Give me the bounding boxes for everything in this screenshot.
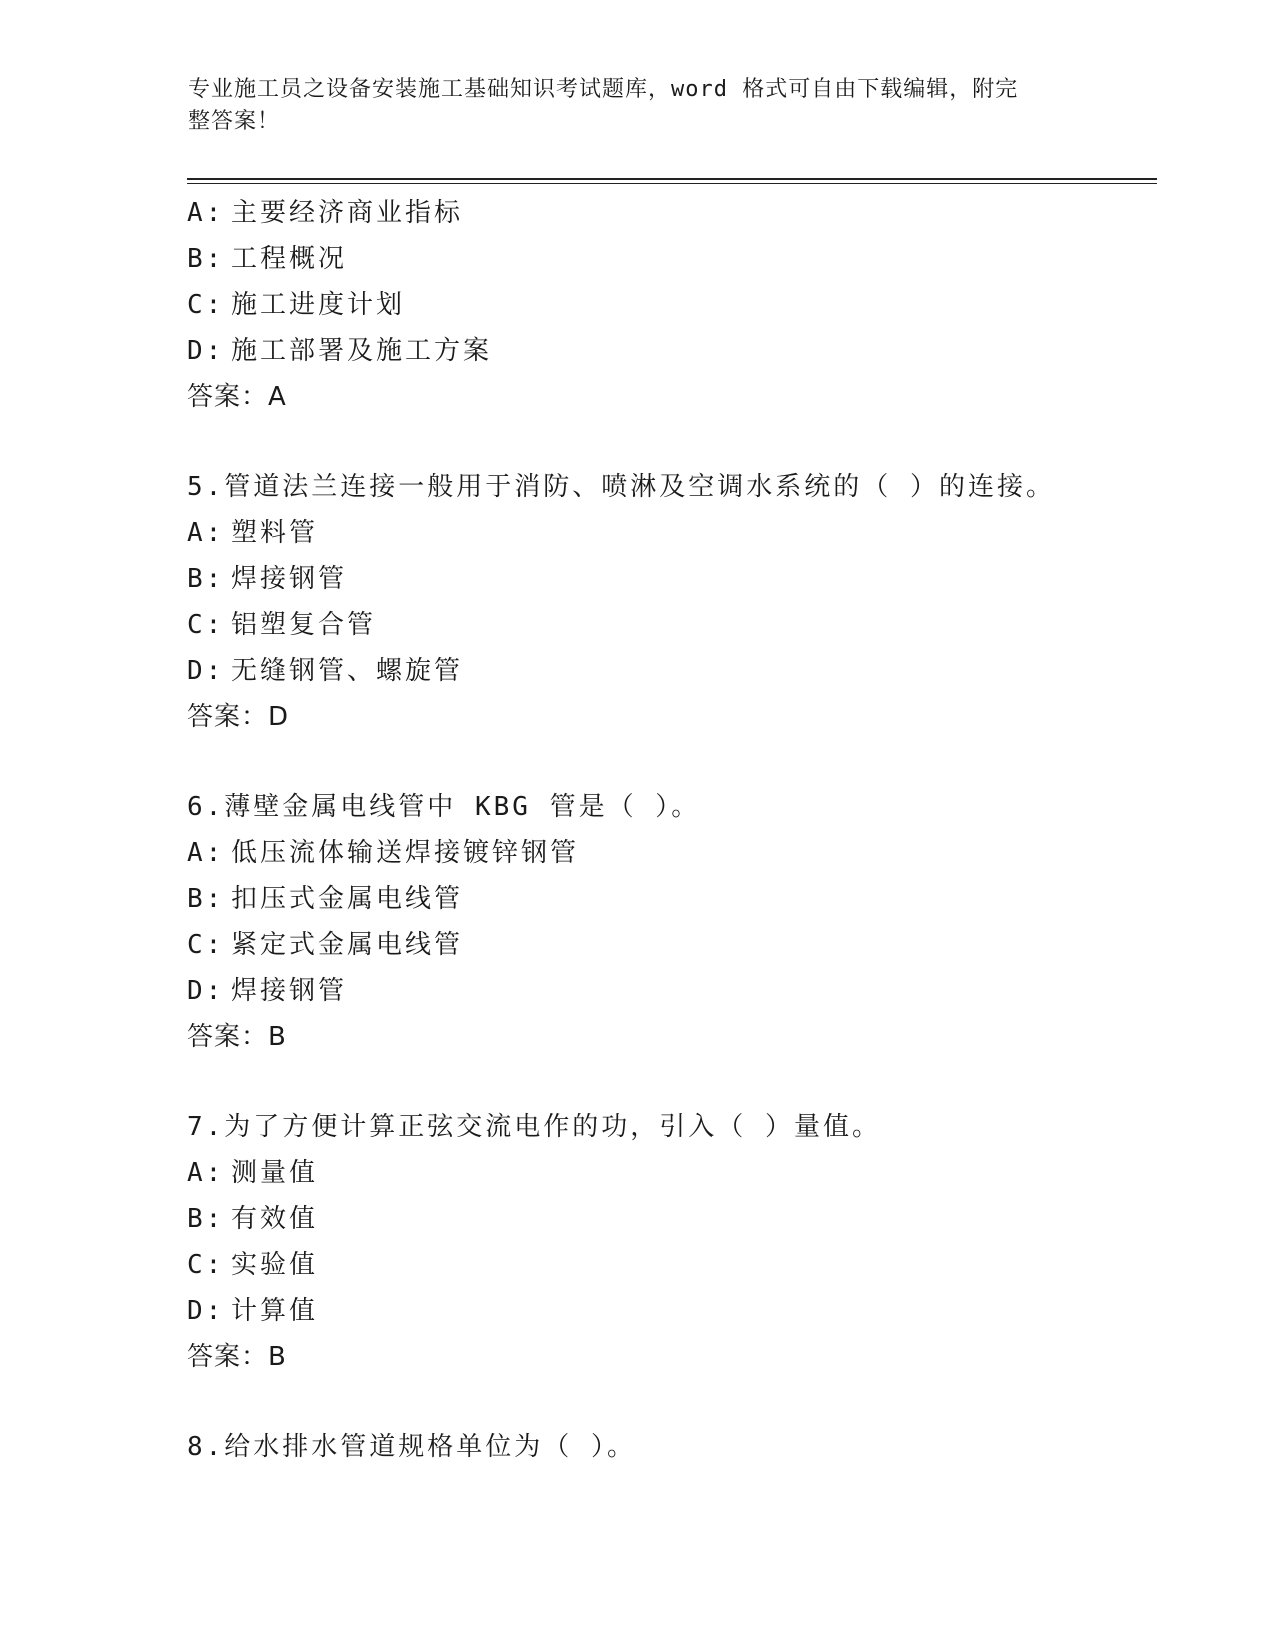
answer-line: 答案：B — [187, 1022, 287, 1052]
question-block — [187, 784, 1157, 1060]
spacer — [187, 740, 1157, 784]
option-b: B: 扣压式金属电线管 — [187, 884, 464, 914]
question-block — [187, 190, 1157, 420]
spacer — [187, 1060, 1157, 1104]
header-rule-thick — [187, 178, 1157, 180]
option-c: C: 实验值 — [187, 1250, 319, 1280]
question-text: 8.给水排水管道规格单位为（ ）。 — [187, 1432, 636, 1462]
option-a: A: 测量值 — [187, 1158, 319, 1188]
header-line-2: 整答案！ — [188, 109, 281, 134]
question-text: 7.为了方便计算正弦交流电作的功，引入（ ）量值。 — [187, 1112, 881, 1142]
spacer — [187, 1380, 1157, 1424]
option-d: D: 无缝钢管、螺旋管 — [187, 656, 464, 686]
option-c: C: 施工进度计划 — [187, 290, 406, 320]
question-block — [187, 464, 1157, 740]
header-rule-thin — [187, 183, 1157, 184]
spacer — [187, 420, 1157, 464]
option-d: D: 计算值 — [187, 1296, 319, 1326]
option-a: A: 塑料管 — [187, 518, 319, 548]
question-text: 6.薄壁金属电线管中 KBG 管是（ ）。 — [187, 792, 701, 822]
option-b: B: 有效值 — [187, 1204, 319, 1234]
option-d: D: 焊接钢管 — [187, 976, 348, 1006]
answer-line: 答案：B — [187, 1342, 287, 1372]
option-b: B: 工程概况 — [187, 244, 348, 274]
option-a: A: 主要经济商业指标 — [187, 198, 464, 228]
question-block — [187, 1424, 1157, 1470]
answer-line: 答案：A — [187, 382, 287, 412]
question-text: 5.管道法兰连接一般用于消防、喷淋及空调水系统的（ ）的连接。 — [187, 472, 1055, 502]
option-b: B: 焊接钢管 — [187, 564, 348, 594]
document-header — [188, 74, 1068, 138]
question-list — [187, 190, 1157, 1470]
option-c: C: 紧定式金属电线管 — [187, 930, 464, 960]
option-c: C: 铝塑复合管 — [187, 610, 377, 640]
answer-line: 答案：D — [187, 702, 290, 732]
option-a: A: 低压流体输送焊接镀锌钢管 — [187, 838, 580, 868]
question-block — [187, 1104, 1157, 1380]
header-line-1: 专业施工员之设备安装施工基础知识考试题库，word 格式可自由下载编辑，附完 — [188, 77, 1019, 102]
option-d: D: 施工部署及施工方案 — [187, 336, 493, 366]
